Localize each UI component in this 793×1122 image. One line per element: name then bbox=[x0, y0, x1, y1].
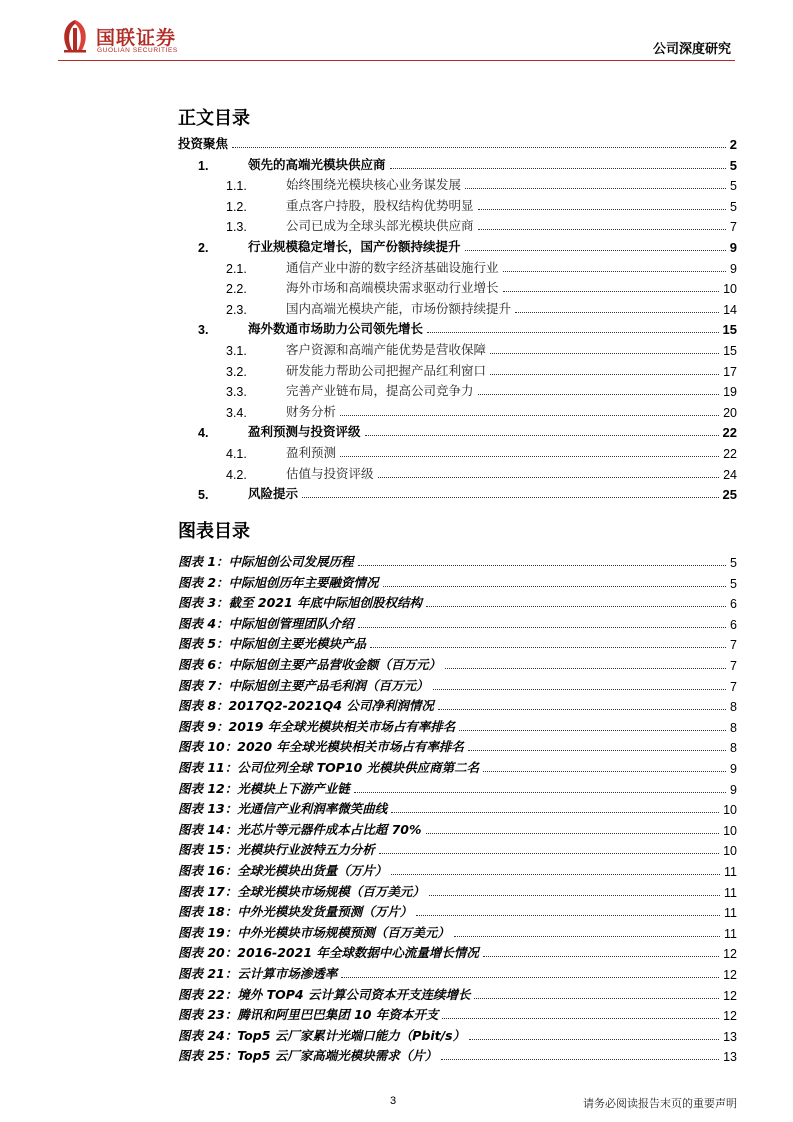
logo-chinese-name: 国联证券 bbox=[96, 27, 177, 49]
toc-entry-label: 公司已成为全球头部光模块供应商 bbox=[286, 218, 474, 234]
toc-title: 正文目录 bbox=[178, 108, 250, 129]
figure-entry-label: 图表 10：2020 年全球光模块相关市场占有率排名 bbox=[178, 739, 464, 755]
figure-entry[interactable] bbox=[178, 838, 737, 858]
figure-leader-dots bbox=[483, 956, 719, 957]
figure-entry-label: 图表 12：光模块上下游产业链 bbox=[178, 780, 350, 796]
toc-entry-number: 1.1. bbox=[226, 179, 247, 194]
toc-entry-number: 1.2. bbox=[226, 199, 247, 214]
figure-leader-dots bbox=[426, 833, 720, 834]
figure-entry-label: 图表 9：2019 年全球光模块相关市场占有率排名 bbox=[178, 718, 456, 734]
logo-english-name: GUOLIAN SECURITIES bbox=[97, 47, 178, 54]
figure-entry-page: 6 bbox=[730, 597, 737, 612]
figure-entry-label: 图表 14：光芯片等元器件成本占比超 70% bbox=[178, 821, 422, 837]
figure-entry-label: 图表 6：中际旭创主要产品营收金额（百万元） bbox=[178, 657, 442, 672]
toc-entry[interactable] bbox=[178, 379, 737, 399]
toc-entry[interactable] bbox=[178, 297, 737, 317]
figure-entry-page: 12 bbox=[723, 1009, 737, 1024]
guolian-logo bbox=[58, 18, 218, 58]
figure-leader-dots bbox=[442, 1018, 719, 1019]
toc-entry-label: 客户资源和高端产能优势是营收保障 bbox=[286, 342, 487, 357]
figure-leader-dots bbox=[358, 627, 726, 628]
figure-entry-page: 11 bbox=[724, 926, 737, 941]
toc-leader-dots bbox=[515, 312, 719, 313]
toc-entry-label: 研发能力帮助公司把握产品红利窗口 bbox=[286, 362, 487, 378]
figure-leader-dots bbox=[438, 709, 726, 710]
toc-leader-dots bbox=[490, 374, 719, 375]
figure-entry-page: 11 bbox=[724, 865, 737, 879]
figure-leader-dots bbox=[469, 1039, 719, 1040]
toc-entry-number: 2. bbox=[198, 241, 209, 255]
toc-leader-dots bbox=[478, 229, 727, 230]
toc-entry-label: 行业规模稳定增长，国产份额持续提升 bbox=[248, 239, 461, 254]
figure-entry-label: 图表 22：境外 TOP4 云计算公司资本开支连续增长 bbox=[178, 986, 471, 1002]
figure-entry-page: 7 bbox=[730, 638, 737, 653]
toc-entry[interactable] bbox=[178, 256, 737, 276]
toc-entry-number: 5. bbox=[198, 488, 209, 503]
toc-entry-number: 1. bbox=[198, 158, 209, 173]
toc-entry-page: 5 bbox=[729, 157, 737, 173]
toc-entry-label: 通信产业中游的数字经济基础设施行业 bbox=[286, 259, 499, 275]
figure-entry[interactable] bbox=[178, 859, 737, 879]
figures-title: 图表目录 bbox=[178, 521, 250, 542]
figure-entry-label: 图表 1：中际旭创公司发展历程 bbox=[178, 554, 354, 569]
figure-entry[interactable] bbox=[178, 735, 737, 755]
toc-entry[interactable] bbox=[178, 276, 737, 296]
toc-entry-label: 风险提示 bbox=[248, 486, 299, 502]
toc-entry-label: 海外市场和高端模块需求驱动行业增长 bbox=[286, 280, 499, 296]
figure-entry[interactable] bbox=[178, 921, 737, 941]
toc-leader-dots bbox=[378, 477, 720, 478]
toc-entry[interactable] bbox=[178, 420, 737, 440]
toc-entry[interactable] bbox=[178, 173, 737, 193]
figure-entry[interactable] bbox=[178, 653, 737, 673]
toc-entry-label: 国内高端光模块产能，市场份额持续提升 bbox=[286, 300, 512, 316]
figure-entry-label: 图表 8：2017Q2-2021Q4 公司净利润情况 bbox=[178, 698, 434, 714]
figure-entry[interactable] bbox=[178, 674, 737, 694]
toc-entry-page: 7 bbox=[730, 220, 737, 235]
toc-entry[interactable] bbox=[178, 462, 737, 482]
guolian-logo-icon bbox=[58, 18, 92, 54]
page-number: 3 bbox=[390, 1095, 397, 1107]
toc-leader-dots bbox=[302, 497, 719, 498]
figure-entry-page: 6 bbox=[730, 617, 737, 632]
figure-entry[interactable] bbox=[178, 1003, 737, 1023]
figure-entry-page: 12 bbox=[723, 968, 737, 982]
toc-entry-page: 14 bbox=[723, 302, 737, 317]
figure-entry[interactable] bbox=[178, 571, 737, 591]
toc-entry-page: 20 bbox=[723, 405, 737, 420]
figure-entry-page: 9 bbox=[730, 762, 737, 776]
figure-entry-label: 图表 11：公司位列全球 TOP10 光模块供应商第二名 bbox=[178, 760, 480, 775]
toc-entry[interactable] bbox=[178, 235, 737, 255]
toc-leader-dots bbox=[503, 271, 727, 272]
toc-entry-page: 22 bbox=[723, 447, 737, 461]
figure-entry-label: 图表 25：Top5 云厂家高端光模块需求（片） bbox=[178, 1048, 438, 1064]
toc-entry-page: 10 bbox=[723, 282, 737, 297]
toc-entry-number: 4.1. bbox=[226, 447, 247, 461]
figure-entry[interactable] bbox=[178, 818, 737, 838]
figure-entry-label: 图表 13：光通信产业利润率微笑曲线 bbox=[178, 801, 388, 817]
toc-entry-number: 3.1. bbox=[226, 344, 247, 358]
toc-entry-label: 估值与投资评级 bbox=[286, 465, 374, 481]
toc-entry[interactable] bbox=[178, 338, 737, 358]
figure-leader-dots bbox=[354, 792, 726, 793]
toc-entry[interactable] bbox=[178, 153, 737, 173]
figure-leader-dots bbox=[441, 1059, 719, 1060]
figure-entry-page: 7 bbox=[730, 679, 737, 694]
toc-entry-page: 17 bbox=[723, 364, 737, 379]
toc-entry-page: 9 bbox=[729, 240, 737, 255]
figure-entry-page: 5 bbox=[730, 556, 737, 570]
figure-leader-dots bbox=[391, 812, 719, 813]
figure-entry-label: 图表 16：全球光模块出货量（万片） bbox=[178, 863, 388, 878]
toc-entry-number: 4. bbox=[198, 426, 209, 441]
figure-entry[interactable] bbox=[178, 1044, 737, 1064]
figure-entry-label: 图表 4：中际旭创管理团队介绍 bbox=[178, 615, 354, 631]
figure-entry-page: 5 bbox=[730, 576, 737, 591]
toc-leader-dots bbox=[503, 291, 720, 292]
toc-entry[interactable] bbox=[178, 132, 737, 152]
toc-entry-number: 4.2. bbox=[226, 467, 247, 482]
toc-entry-number: 1.3. bbox=[226, 220, 247, 235]
header-divider bbox=[58, 60, 735, 61]
toc-entry-label: 财务分析 bbox=[286, 403, 337, 419]
figure-entry-page: 8 bbox=[730, 741, 737, 756]
toc-entry-page: 15 bbox=[723, 344, 737, 358]
toc-entry[interactable] bbox=[178, 441, 737, 461]
toc-entry-page: 24 bbox=[723, 467, 737, 482]
toc-entry-label: 盈利预测与投资评级 bbox=[248, 424, 361, 440]
figure-entry[interactable] bbox=[178, 983, 737, 1003]
toc-leader-dots bbox=[490, 353, 719, 354]
figure-entry-label: 图表 20：2016-2021 年全球数据中心流量增长情况 bbox=[178, 945, 479, 961]
figure-entry-page: 12 bbox=[723, 947, 737, 962]
figure-entry[interactable] bbox=[178, 591, 737, 611]
toc-entry-number: 2.1. bbox=[226, 261, 247, 276]
toc-leader-dots bbox=[340, 456, 719, 457]
toc-entry-number: 3.4. bbox=[226, 405, 247, 420]
toc-entry-page: 19 bbox=[723, 385, 737, 400]
figure-entry-page: 11 bbox=[724, 906, 737, 921]
page-header bbox=[0, 0, 793, 64]
figure-entry[interactable] bbox=[178, 715, 737, 735]
figure-entry[interactable] bbox=[178, 612, 737, 632]
figure-entry-label: 图表 17：全球光模块市场规模（百万美元） bbox=[178, 883, 425, 899]
toc-entry-page: 5 bbox=[730, 199, 737, 214]
toc-leader-dots bbox=[427, 332, 719, 333]
toc-entry[interactable] bbox=[178, 317, 737, 337]
document-type: 公司深度研究 bbox=[652, 42, 731, 57]
figure-entry[interactable] bbox=[178, 1024, 737, 1044]
figure-entry[interactable] bbox=[178, 880, 737, 900]
figure-entry-page: 9 bbox=[730, 782, 737, 797]
toc-entry-page: 2 bbox=[729, 137, 737, 152]
figure-entry-page: 8 bbox=[730, 720, 737, 735]
figure-entry[interactable] bbox=[178, 962, 737, 982]
figure-entry-page: 10 bbox=[723, 823, 737, 838]
toc-leader-dots bbox=[232, 147, 726, 148]
figure-leader-dots bbox=[468, 750, 726, 751]
figure-leader-dots bbox=[358, 565, 726, 566]
figure-leader-dots bbox=[416, 915, 720, 916]
toc-entry-label: 海外数通市场助力公司领先增长 bbox=[248, 321, 424, 337]
figure-entry-label: 图表 21：云计算市场渗透率 bbox=[178, 966, 338, 981]
figure-leader-dots bbox=[379, 853, 719, 854]
figure-entry-page: 13 bbox=[723, 1050, 737, 1065]
figure-leader-dots bbox=[370, 647, 726, 648]
figure-entry-page: 10 bbox=[723, 803, 737, 818]
figure-entry-page: 7 bbox=[730, 659, 737, 673]
toc-leader-dots bbox=[478, 394, 720, 395]
figure-leader-dots bbox=[454, 936, 720, 937]
figure-entry-label: 图表 15：光模块行业波特五力分析 bbox=[178, 842, 375, 858]
figure-leader-dots bbox=[426, 606, 726, 607]
toc-leader-dots bbox=[465, 188, 726, 189]
toc-entry-label: 始终围绕光模块核心业务谋发展 bbox=[286, 177, 462, 193]
toc-entry-number: 3. bbox=[198, 323, 209, 338]
figure-entry-label: 图表 24：Top5 云厂家累计光端口能力（Pbit/s） bbox=[178, 1027, 466, 1043]
toc-entry-label: 投资聚焦 bbox=[178, 136, 229, 151]
figure-leader-dots bbox=[341, 977, 719, 978]
toc-entry-page: 22 bbox=[722, 425, 737, 441]
figure-entry-label: 图表 3：截至 2021 年底中际旭创股权结构 bbox=[178, 595, 423, 611]
figure-entry[interactable] bbox=[178, 694, 737, 714]
figure-entry-label: 图表 5：中际旭创主要光模块产品 bbox=[178, 636, 367, 652]
figure-entry-page: 10 bbox=[723, 844, 737, 859]
figure-entry[interactable] bbox=[178, 941, 737, 961]
figure-leader-dots bbox=[383, 586, 726, 587]
figure-entry-page: 8 bbox=[730, 700, 737, 715]
figure-entry-page: 13 bbox=[723, 1029, 737, 1044]
toc-entry-page: 15 bbox=[722, 322, 737, 338]
toc-entry-label: 盈利预测 bbox=[286, 445, 337, 460]
figure-entry[interactable] bbox=[178, 797, 737, 817]
figure-leader-dots bbox=[391, 874, 720, 875]
figure-entry-label: 图表 23：腾讯和阿里巴巴集团 10 年资本开支 bbox=[178, 1007, 439, 1023]
toc-leader-dots bbox=[390, 168, 726, 169]
toc-entry-label: 领先的高端光模块供应商 bbox=[248, 156, 386, 172]
toc-entry[interactable] bbox=[178, 214, 737, 234]
figure-entry-page: 11 bbox=[724, 885, 737, 900]
toc-leader-dots bbox=[340, 415, 719, 416]
toc-entry-number: 2.2. bbox=[226, 282, 247, 297]
figure-leader-dots bbox=[474, 998, 719, 999]
figure-entry[interactable] bbox=[178, 777, 737, 797]
figure-entry[interactable] bbox=[178, 900, 737, 920]
toc-entry[interactable] bbox=[178, 400, 737, 420]
toc-entry-label: 完善产业链布局，提高公司竞争力 bbox=[286, 383, 474, 399]
toc-entry-number: 3.3. bbox=[226, 385, 247, 400]
figure-leader-dots bbox=[433, 689, 726, 690]
toc-entry[interactable] bbox=[178, 359, 737, 379]
toc-entry-page: 5 bbox=[730, 179, 737, 194]
figure-entry-page: 12 bbox=[723, 988, 737, 1003]
toc-entry-number: 3.2. bbox=[226, 364, 247, 379]
figure-entry-label: 图表 18：中外光模块发货量预测（万片） bbox=[178, 904, 413, 920]
figure-entry[interactable] bbox=[178, 550, 737, 570]
figure-leader-dots bbox=[459, 730, 726, 731]
figure-leader-dots bbox=[445, 668, 726, 669]
toc-entry[interactable] bbox=[178, 482, 737, 502]
toc-leader-dots bbox=[465, 250, 726, 251]
figure-entry-label: 图表 7：中际旭创主要产品毛利润（百万元） bbox=[178, 677, 429, 693]
figure-leader-dots bbox=[483, 771, 726, 772]
toc-entry-label: 重点客户持股，股权结构优势明显 bbox=[286, 197, 474, 213]
toc-entry-number: 2.3. bbox=[226, 302, 247, 317]
toc-entry-page: 9 bbox=[730, 261, 737, 276]
figure-entry[interactable] bbox=[178, 756, 737, 776]
toc-leader-dots bbox=[478, 209, 727, 210]
figure-entry[interactable] bbox=[178, 632, 737, 652]
toc-leader-dots bbox=[365, 435, 719, 436]
toc-entry[interactable] bbox=[178, 194, 737, 214]
figure-entry-label: 图表 2：中际旭创历年主要融资情况 bbox=[178, 574, 379, 590]
toc-entry-page: 25 bbox=[722, 487, 737, 503]
figure-leader-dots bbox=[429, 895, 720, 896]
figure-entry-label: 图表 19：中外光模块市场规模预测（百万美元） bbox=[178, 924, 450, 940]
disclaimer-note: 请务必阅读报告末页的重要声明 bbox=[583, 1097, 737, 1110]
